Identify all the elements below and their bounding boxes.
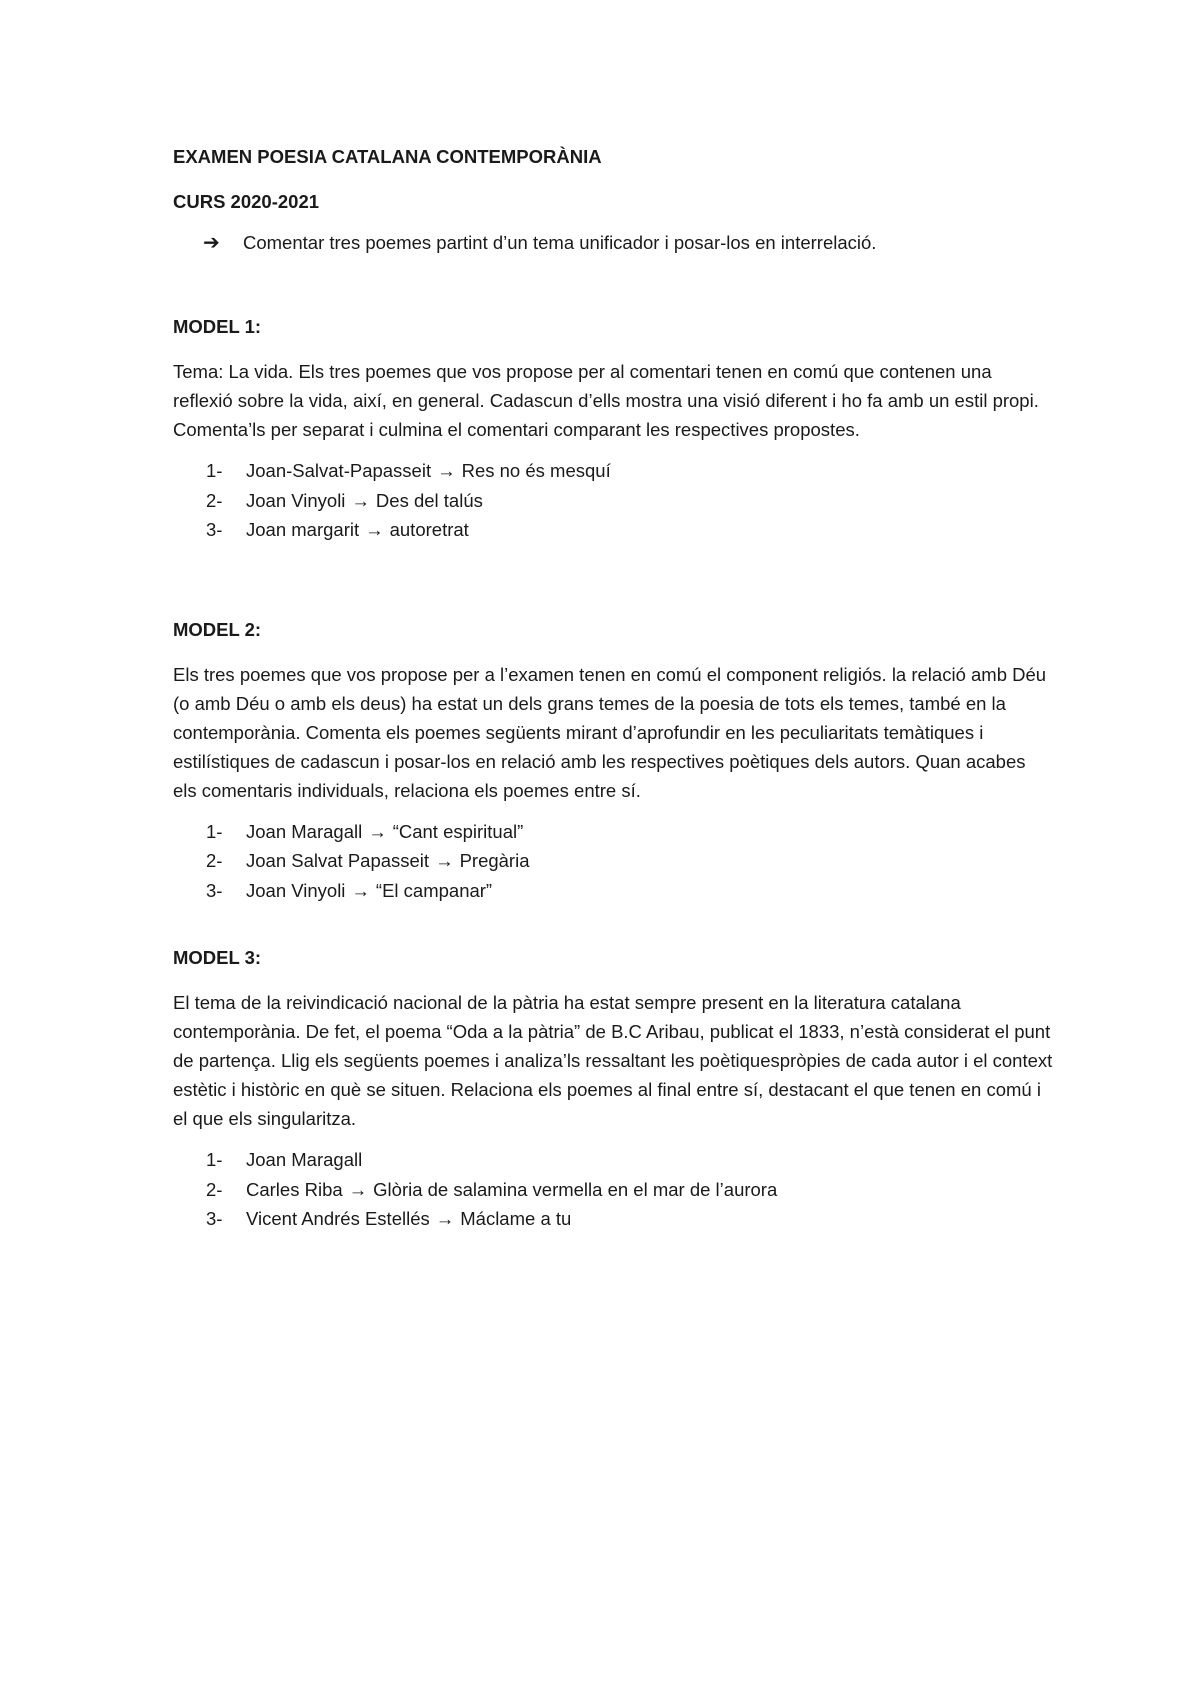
arrow-right-icon: → <box>435 1208 455 1229</box>
poem-author: Joan margarit <box>246 519 360 540</box>
poem-author: Joan Vinyoli <box>246 489 346 511</box>
model-1-text: Tema: La vida. Els tres poemes que vos propose per al comentari tenen en comú que contenen una reflexió sobre la vida, així, en general. Cadascun d’ells mostra una visió diferent i ho fa amb un estil propi. Comenta’ls per separat i culmina el comentari comparant les respectives propostes. <box>173 361 1039 440</box>
list-item <box>173 1145 1053 1175</box>
list-number: 2- <box>206 489 223 511</box>
instruction-text: Comentar tres poemes partint d’un tema unificador i posar-los en interrelació. <box>243 232 877 253</box>
arrow-right-icon: → <box>348 1178 368 1200</box>
poem-author: Vicent Andrés Estellés <box>246 1208 430 1229</box>
poem-title: autoretrat <box>389 519 469 540</box>
arrow-right-icon: → <box>351 489 370 511</box>
list-item <box>173 515 1053 545</box>
arrow-right-icon: → <box>437 460 456 481</box>
poem-title: Máclame a tu <box>460 1208 572 1229</box>
arrow-right-icon: → <box>351 879 370 901</box>
list-item <box>173 876 1053 906</box>
list-item <box>173 1175 1053 1205</box>
list-number: 2- <box>206 1178 223 1200</box>
arrow-right-icon: → <box>435 850 454 871</box>
course-year: CURS 2020-2021 <box>173 191 320 212</box>
arrow-right-icon: → <box>365 519 384 540</box>
instruction-line <box>203 228 1053 258</box>
model-2-poem-list <box>173 817 1053 906</box>
poem-title: Pregària <box>459 850 530 871</box>
model-2-heading: MODEL 2: <box>173 618 262 640</box>
arrow-right-icon: → <box>368 820 387 842</box>
poem-title: “Cant espiritual” <box>392 820 524 842</box>
list-number: 1- <box>206 460 223 481</box>
list-number: 3- <box>206 1208 223 1229</box>
model-1-poem-list <box>173 456 1053 545</box>
list-number: 1- <box>206 820 223 842</box>
poem-author: Joan Vinyoli <box>246 879 346 901</box>
poem-author: Carles Riba <box>246 1178 343 1200</box>
poem-author: Joan Salvat Papasseit <box>246 850 430 871</box>
list-number: 2- <box>206 850 223 871</box>
exam-title: EXAMEN POESIA CATALANA CONTEMPORÀNIA <box>173 146 602 167</box>
list-number: 1- <box>206 1149 223 1170</box>
list-number: 3- <box>206 519 223 540</box>
model-2-text: Els tres poemes que vos propose per a l’examen tenen en comú el component religiós. la relació amb Déu (o amb Déu o amb els deus) ha estat un dels grans temes de la poesia de tots els temes, també en la contemporània. Comenta els poemes següents mirant d’aprofundir en les peculiaritats temàtiques i estilístiques de cadascun i posar-los en relació amb les respectives poètiques dels autors. Quan acabes els comentaris individuals, relaciona els poemes entre sí. <box>173 663 1047 801</box>
poem-title: Res no és mesquí <box>461 460 611 481</box>
poem-title: Des del talús <box>375 489 483 511</box>
arrow-right-icon: ➔ <box>203 232 220 254</box>
model-3-poem-list <box>173 1145 1053 1234</box>
document-content <box>173 142 1053 1234</box>
list-number: 3- <box>206 879 223 901</box>
list-item <box>173 486 1053 516</box>
model-1-heading: MODEL 1: <box>173 316 262 337</box>
poem-author: Joan-Salvat-Papasseit <box>246 460 432 481</box>
list-item <box>173 456 1053 486</box>
list-item <box>173 1204 1053 1234</box>
poem-title: “El campanar” <box>375 879 493 901</box>
list-item <box>173 817 1053 847</box>
poem-title: Glòria de salamina vermella en el mar de l’aurora <box>373 1178 778 1200</box>
list-item <box>173 846 1053 876</box>
model-3-text: El tema de la reivindicació nacional de la pàtria ha estat sempre present en la literatura catalana contemporània. De fet, el poema “Oda a la pàtria” de B.C Aribau, publicat el 1833, n’està considerat el punt de partença. Llig els següents poemes i analiza’ls ressaltant les poètiquespròpies de cada autor i el context estètic i històric en què se situen. Relaciona els poemes al final entre sí, destacant el que tenen en comú i el que els singularitza. <box>173 992 1053 1129</box>
model-3-heading: MODEL 3: <box>173 947 262 968</box>
poem-author: Joan Maragall <box>246 820 363 842</box>
poem-author: Joan Maragall <box>246 1149 363 1170</box>
